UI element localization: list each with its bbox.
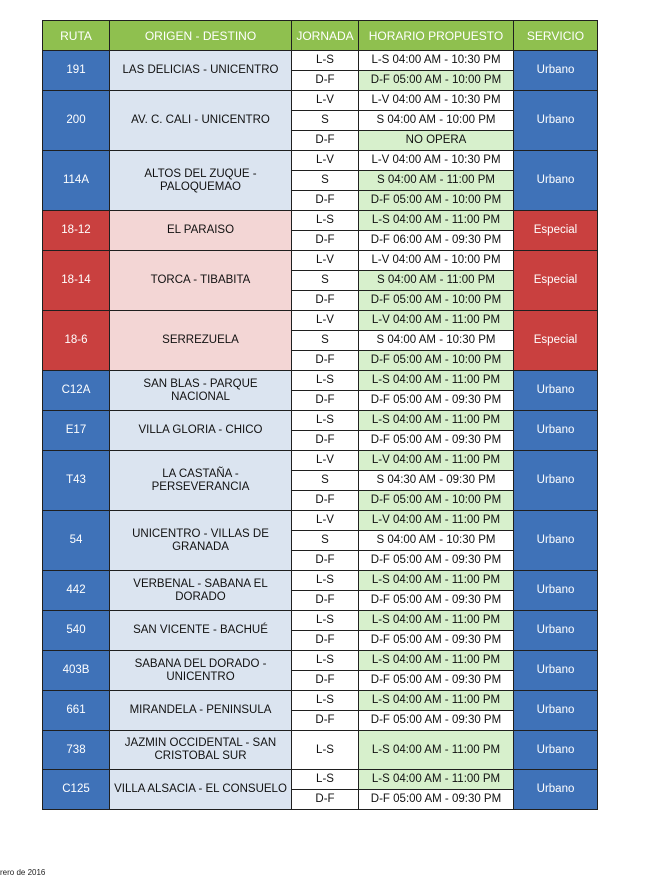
route-number: 403B [43, 651, 110, 691]
schedule-hours: L-S 04:00 AM - 11:00 PM [359, 691, 514, 711]
service-type-badge: Urbano [514, 731, 598, 770]
header-horario: HORARIO PROPUESTO [359, 21, 514, 51]
schedule-day-type: D-F [292, 711, 359, 731]
schedule-hours: L-S 04:00 AM - 11:00 PM [359, 651, 514, 671]
service-type-badge: Urbano [514, 51, 598, 91]
table-row [43, 51, 598, 71]
route-number: 442 [43, 571, 110, 611]
schedule-day-type: L-S [292, 51, 359, 71]
schedule-hours: D-F 05:00 AM - 09:30 PM [359, 711, 514, 731]
service-type-badge: Urbano [514, 770, 598, 810]
service-type-badge: Urbano [514, 371, 598, 411]
schedule-hours: D-F 06:00 AM - 09:30 PM [359, 231, 514, 251]
table-row [43, 651, 598, 671]
table-row [43, 311, 598, 331]
schedule-day-type: L-S [292, 411, 359, 431]
schedule-hours: D-F 05:00 AM - 09:30 PM [359, 431, 514, 451]
header-origen-destino: ORIGEN - DESTINO [110, 21, 292, 51]
route-number: 661 [43, 691, 110, 731]
schedule-day-type: L-V [292, 151, 359, 171]
schedule-day-type: D-F [292, 671, 359, 691]
table-row [43, 211, 598, 231]
schedule-day-type: D-F [292, 551, 359, 571]
route-number: C12A [43, 371, 110, 411]
schedule-day-type: D-F [292, 131, 359, 151]
schedule-day-type: D-F [292, 631, 359, 651]
table-row [43, 91, 598, 111]
routes-schedule-table [42, 20, 598, 810]
route-number: 18-12 [43, 211, 110, 251]
schedule-day-type: L-V [292, 451, 359, 471]
route-origin-destination: LA CASTAÑA - PERSEVERANCIA [110, 451, 292, 511]
schedule-day-type: L-S [292, 770, 359, 790]
table-row [43, 151, 598, 171]
route-origin-destination: VILLA ALSACIA - EL CONSUELO [110, 770, 292, 810]
service-type-badge: Urbano [514, 91, 598, 151]
header-row [43, 21, 598, 51]
route-number: 54 [43, 511, 110, 571]
service-type-badge: Especial [514, 251, 598, 311]
schedule-day-type: L-S [292, 371, 359, 391]
schedule-day-type: D-F [292, 790, 359, 810]
schedule-hours: D-F 05:00 AM - 10:00 PM [359, 191, 514, 211]
schedule-hours: S 04:30 AM - 09:30 PM [359, 471, 514, 491]
schedule-day-type: D-F [292, 431, 359, 451]
route-number: 738 [43, 731, 110, 770]
schedule-hours: D-F 05:00 AM - 09:30 PM [359, 551, 514, 571]
service-type-badge: Urbano [514, 571, 598, 611]
table-row [43, 251, 598, 271]
service-type-badge: Urbano [514, 651, 598, 691]
route-number: 540 [43, 611, 110, 651]
schedule-hours: D-F 05:00 AM - 10:00 PM [359, 71, 514, 91]
route-origin-destination: EL PARAISO [110, 211, 292, 251]
schedule-day-type: D-F [292, 391, 359, 411]
service-type-badge: Urbano [514, 611, 598, 651]
schedule-day-type: L-S [292, 611, 359, 631]
route-origin-destination: SERREZUELA [110, 311, 292, 371]
schedule-hours: D-F 05:00 AM - 09:30 PM [359, 790, 514, 810]
table-row [43, 511, 598, 531]
table-row [43, 411, 598, 431]
route-origin-destination: LAS DELICIAS - UNICENTRO [110, 51, 292, 91]
schedule-day-type: L-S [292, 571, 359, 591]
service-type-badge: Especial [514, 211, 598, 251]
table-row [43, 731, 598, 770]
schedule-day-type: S [292, 111, 359, 131]
schedule-hours: L-S 04:00 AM - 11:00 PM [359, 211, 514, 231]
schedule-hours: D-F 05:00 AM - 09:30 PM [359, 671, 514, 691]
schedule-day-type: D-F [292, 71, 359, 91]
schedule-day-type: L-S [292, 691, 359, 711]
schedule-day-type: L-S [292, 211, 359, 231]
schedule-hours: D-F 05:00 AM - 09:30 PM [359, 391, 514, 411]
header-ruta: RUTA [43, 21, 110, 51]
table-row [43, 770, 598, 790]
service-type-badge: Urbano [514, 691, 598, 731]
schedule-day-type: L-V [292, 511, 359, 531]
schedule-hours: L-S 04:00 AM - 11:00 PM [359, 731, 514, 770]
schedule-hours: L-S 04:00 AM - 11:00 PM [359, 770, 514, 790]
route-number: 191 [43, 51, 110, 91]
schedule-day-type: D-F [292, 491, 359, 511]
schedule-day-type: L-S [292, 731, 359, 770]
schedule-hours: L-S 04:00 AM - 11:00 PM [359, 371, 514, 391]
route-number: T43 [43, 451, 110, 511]
service-type-badge: Urbano [514, 511, 598, 571]
table-row [43, 691, 598, 711]
schedule-hours: D-F 05:00 AM - 10:00 PM [359, 291, 514, 311]
schedule-day-type: S [292, 271, 359, 291]
schedule-day-type: D-F [292, 591, 359, 611]
route-origin-destination: TORCA - TIBABITA [110, 251, 292, 311]
schedule-hours: L-S 04:00 AM - 11:00 PM [359, 411, 514, 431]
route-origin-destination: AV. C. CALI - UNICENTRO [110, 91, 292, 151]
route-origin-destination: ALTOS DEL ZUQUE - PALOQUEMAO [110, 151, 292, 211]
schedule-hours: L-V 04:00 AM - 11:00 PM [359, 511, 514, 531]
schedule-day-type: L-V [292, 251, 359, 271]
schedule-hours: S 04:00 AM - 11:00 PM [359, 271, 514, 291]
route-number: 18-6 [43, 311, 110, 371]
route-origin-destination: SAN VICENTE - BACHUÉ [110, 611, 292, 651]
schedule-hours: S 04:00 AM - 10:00 PM [359, 111, 514, 131]
schedule-hours: L-V 04:00 AM - 10:00 PM [359, 251, 514, 271]
route-number: 200 [43, 91, 110, 151]
schedule-hours: L-V 04:00 AM - 10:30 PM [359, 151, 514, 171]
route-number: 114A [43, 151, 110, 211]
table-row [43, 571, 598, 591]
header-jornada: JORNADA [292, 21, 359, 51]
service-type-badge: Urbano [514, 151, 598, 211]
schedule-hours: D-F 05:00 AM - 09:30 PM [359, 631, 514, 651]
schedule-hours: D-F 05:00 AM - 10:00 PM [359, 491, 514, 511]
schedule-day-type: S [292, 531, 359, 551]
table-row [43, 371, 598, 391]
route-origin-destination: UNICENTRO - VILLAS DE GRANADA [110, 511, 292, 571]
route-origin-destination: VERBENAL - SABANA EL DORADO [110, 571, 292, 611]
schedule-hours: D-F 05:00 AM - 09:30 PM [359, 591, 514, 611]
schedule-hours: L-V 04:00 AM - 11:00 PM [359, 311, 514, 331]
schedule-day-type: S [292, 171, 359, 191]
schedule-hours: L-S 04:00 AM - 10:30 PM [359, 51, 514, 71]
schedule-day-type: S [292, 471, 359, 491]
route-origin-destination: SABANA DEL DORADO - UNICENTRO [110, 651, 292, 691]
table-header [43, 21, 598, 51]
schedule-hours: S 04:00 AM - 11:00 PM [359, 171, 514, 191]
service-type-badge: Urbano [514, 411, 598, 451]
schedule-hours: L-V 04:00 AM - 11:00 PM [359, 451, 514, 471]
schedule-hours: S 04:00 AM - 10:30 PM [359, 331, 514, 351]
schedule-day-type: S [292, 331, 359, 351]
service-type-badge: Urbano [514, 451, 598, 511]
route-origin-destination: MIRANDELA - PENINSULA [110, 691, 292, 731]
schedule-hours: L-V 04:00 AM - 10:30 PM [359, 91, 514, 111]
schedule-day-type: L-V [292, 311, 359, 331]
schedule-hours: D-F 05:00 AM - 10:00 PM [359, 351, 514, 371]
header-servicio: SERVICIO [514, 21, 598, 51]
footer-note: rero de 2016 [0, 868, 46, 877]
schedule-day-type: D-F [292, 231, 359, 251]
route-origin-destination: VILLA GLORIA - CHICO [110, 411, 292, 451]
route-number: 18-14 [43, 251, 110, 311]
schedule-day-type: D-F [292, 291, 359, 311]
table-body [43, 51, 598, 810]
route-origin-destination: JAZMIN OCCIDENTAL - SAN CRISTOBAL SUR [110, 731, 292, 770]
schedule-day-type: D-F [292, 351, 359, 371]
schedule-hours: NO OPERA [359, 131, 514, 151]
table-row [43, 611, 598, 631]
route-number: E17 [43, 411, 110, 451]
route-origin-destination: SAN BLAS - PARQUE NACIONAL [110, 371, 292, 411]
schedule-hours: L-S 04:00 AM - 11:00 PM [359, 571, 514, 591]
schedule-day-type: L-V [292, 91, 359, 111]
schedule-day-type: D-F [292, 191, 359, 211]
schedule-hours: L-S 04:00 AM - 11:00 PM [359, 611, 514, 631]
schedule-day-type: L-S [292, 651, 359, 671]
route-number: C125 [43, 770, 110, 810]
schedule-hours: S 04:00 AM - 10:30 PM [359, 531, 514, 551]
table-row [43, 451, 598, 471]
service-type-badge: Especial [514, 311, 598, 371]
